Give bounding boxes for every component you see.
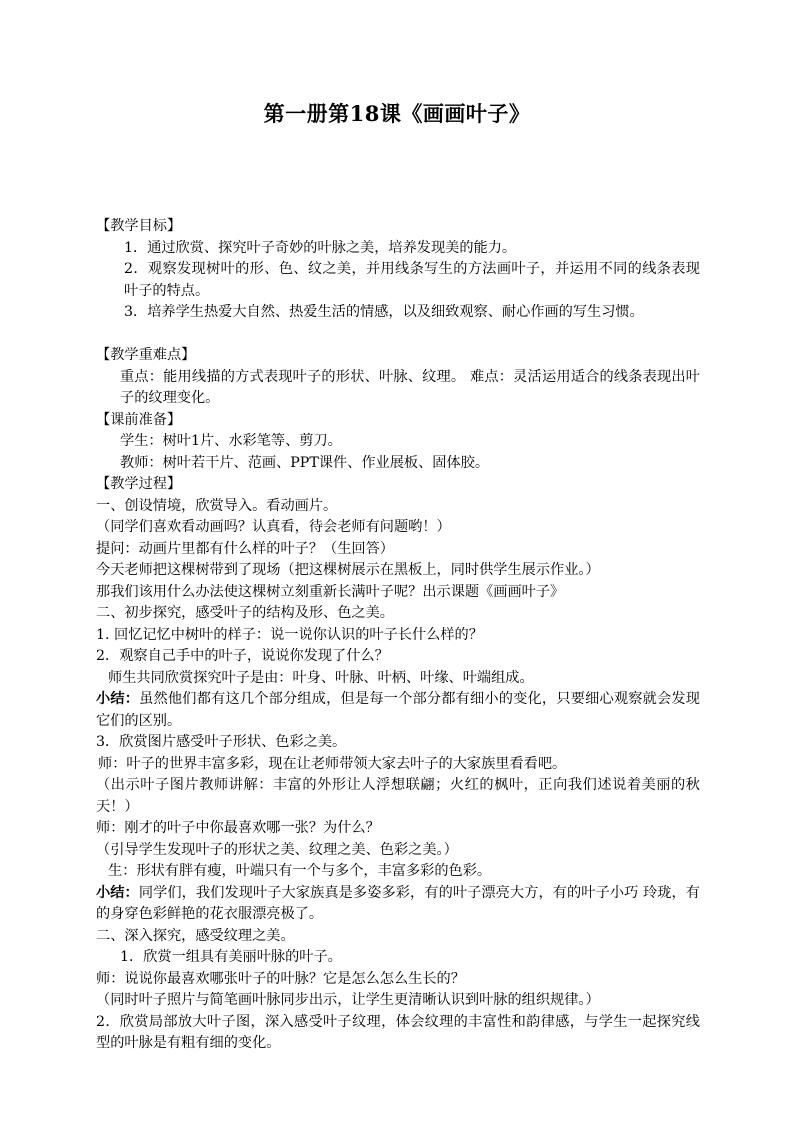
goals-heading: 【教学目标】 <box>96 218 182 234</box>
key-points-heading: 【教学重难点】 <box>96 347 196 363</box>
process-line-11: 3．欣赏图片感受叶子形状、色彩之美。 <box>96 734 347 750</box>
summary-1-label: 小结： <box>96 691 140 707</box>
process-step-2: 二、初步探究，感受叶子的结构及形、色之美。 <box>96 605 394 621</box>
goal-1: 1．通过欣赏、探究叶子奇妙的叶脉之美，培养发现美的能力。 <box>124 239 517 256</box>
summary-1-text: 虽然他们都有这几个部分组成，但是每一个部分都有细小的变化，只要细心观察就会发现它们的区别。 <box>96 691 700 729</box>
spacer <box>96 324 700 346</box>
summary-2-label: 小结： <box>96 884 139 901</box>
document-body <box>96 216 700 1055</box>
process-line-20: 师：说说你最喜欢哪张叶子的叶脉？它是怎么怎么生长的？ <box>96 970 465 987</box>
process-step-1: 一、创设情境，欣赏导入。看动画片。 <box>96 497 338 514</box>
page-title: 第一册第18课《画画叶子》 <box>263 101 531 126</box>
process-line-5: 那我们该用什么办法使这棵树立刻重新长满叶子呢？出示课题《画画叶子》 <box>96 583 565 600</box>
process-heading: 【教学过程】 <box>96 476 182 492</box>
process-line-2: （同学们喜欢看动画吗？认真看，待会老师有问题哟！） <box>96 519 451 535</box>
process-line-3: 提问：动画片里都有什么样的叶子？（生回答） <box>96 540 394 557</box>
process-step-3: 二、深入探究，感受纹理之美。 <box>96 927 295 944</box>
process-line-7: 1. 回忆记忆中树叶的样子：说一说你认识的叶子长什么样的？ <box>96 626 483 643</box>
preparation-student: 学生：树叶1片、水彩笔等、剪刀。 <box>120 433 342 449</box>
process-line-21: （同时叶子照片与简笔画叶脉同步出示，让学生更清晰认识到叶脉的组织规律。） <box>96 992 600 1008</box>
summary-1 <box>96 689 700 732</box>
process-line-15: （引导学生发现叶子的形状之美、纹理之美、色彩之美。） <box>96 841 458 858</box>
summary-2-text: 同学们，我们发现叶子大家族真是多姿多彩，有的叶子漂亮大方，有的叶子小巧 玲珑，有的身穿色彩鲜艳的花衣服漂亮极了。 <box>96 884 700 922</box>
process-line-4: 今天老师把这棵树带到了现场（把这棵树展示在黑板上，同时供学生展示作业。） <box>96 562 600 578</box>
key-points-text: 重点：能用线描的方式表现叶子的形状、叶脉、纹理。 难点：灵活运用适合的线条表现出叶子的纹理变化。 <box>120 368 700 406</box>
process-line-8: 2．观察自己手中的叶子，说说你发现了什么？ <box>96 648 389 664</box>
process-line-12: 师：叶子的世界丰富多彩，现在让老师带领大家去叶子的大家族里看看吧。 <box>98 755 567 772</box>
process-line-16: 生：形状有胖有瘦，叶端只有一个与多个，丰富多彩的色彩。 <box>108 863 492 879</box>
process-line-9: 师生共同欣赏探究叶子是由：叶身、叶脉、叶柄、叶缘、叶端组成。 <box>108 669 534 686</box>
preparation-heading: 【课前准备】 <box>96 411 182 428</box>
process-line-19: 1．欣赏一组具有美丽叶脉的叶子。 <box>120 949 342 965</box>
process-line-14: 师：刚才的叶子中你最喜欢哪一张？为什么？ <box>96 820 380 836</box>
goal-3: 3．培养学生热爱大自然、热爱生活的情感，以及细致观察、耐心作画的写生习惯。 <box>124 304 644 320</box>
process-line-22: 2．欣赏局部放大叶子图，深入感受叶子纹理，体会纹理的丰富性和韵律感，与学生一起探究线型的叶脉是有粗有细的变化。 <box>96 1013 700 1051</box>
preparation-teacher: 教师：树叶若干片、范画、PPT课件、作业展板、固体胶。 <box>120 454 490 471</box>
process-line-13: （出示叶子图片教师讲解：丰富的外形让人浮想联翩；火红的枫叶，正向我们述说着美丽的秋天！） <box>96 777 700 815</box>
summary-2 <box>96 883 700 926</box>
goal-2: 2．观察发现树叶的形、色、纹之美，并用线条写生的方法画叶子，并运用不同的线条表现叶子的特点。 <box>124 261 700 299</box>
